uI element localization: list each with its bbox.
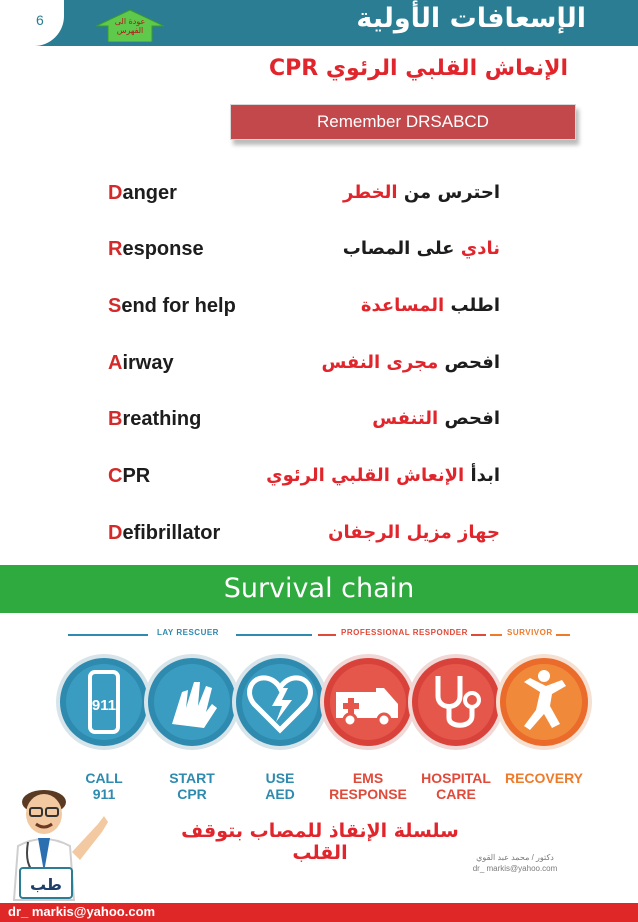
step-english — [108, 465, 150, 488]
step-row — [0, 406, 638, 438]
hands-cpr-icon — [142, 652, 242, 752]
lay-rescuer-line-right — [236, 634, 312, 636]
step-arabic — [328, 522, 500, 543]
lay-rescuer-header: LAY RESCUER — [154, 628, 222, 637]
step-row — [0, 520, 638, 552]
phone-911-icon — [54, 652, 154, 752]
step-initial: C — [108, 465, 123, 487]
chain-step-line1: CALL — [85, 770, 123, 786]
survival-chain-graphic — [60, 624, 584, 824]
step-word-rest: esponse — [122, 238, 204, 260]
page-title: الإسعافات الأولية — [356, 3, 586, 34]
step-english — [108, 522, 220, 545]
chain-step-line1: RECOVERY — [504, 770, 584, 786]
running-person-icon — [494, 652, 594, 752]
step-row — [0, 236, 638, 268]
chain-step-line1: USE — [265, 770, 295, 786]
chain-step-line2: CPR — [177, 786, 207, 802]
step-arabic — [361, 295, 500, 316]
step-word-rest: anger — [122, 182, 177, 204]
chain-step-label — [235, 770, 325, 802]
step-row — [0, 180, 638, 212]
page-footer — [0, 903, 638, 922]
step-arabic-highlight: جهاز مزيل الرجفان — [328, 522, 500, 543]
step-word-rest: end for help — [121, 295, 236, 317]
step-arabic-highlight: الإنعاش القلبي الرئوي — [266, 465, 465, 486]
pro-line-left — [318, 634, 336, 636]
doctor-logo-text: طب — [29, 875, 63, 894]
chain-step-line2: 911 — [92, 786, 116, 802]
step-initial: B — [108, 408, 123, 430]
stethoscope-icon — [406, 652, 506, 752]
chain-step-line2: AED — [265, 786, 295, 802]
heart-bolt-icon — [230, 652, 330, 752]
professional-responder-header: PROFESSIONAL RESPONDER — [338, 628, 471, 637]
chain-step-line2: RESPONSE — [329, 786, 407, 802]
author-name: دكتور / محمد عبد القوي — [476, 853, 554, 862]
chain-step-label — [147, 770, 237, 802]
step-word-rest: efibrillator — [122, 522, 221, 544]
survivor-line-left — [490, 634, 502, 636]
survival-chain-title: Survival chain — [223, 573, 415, 604]
step-arabic-plain: افحص — [438, 352, 500, 373]
svg-text:911: 911 — [91, 697, 117, 714]
footer-email[interactable]: dr_ markis@yahoo.com — [8, 904, 156, 919]
step-arabic-plain: على المصاب — [342, 238, 461, 259]
step-arabic-plain: افحص — [438, 408, 500, 429]
step-arabic-highlight: نادي — [460, 238, 500, 259]
chain-step-label — [323, 770, 413, 802]
step-english — [108, 238, 204, 261]
step-arabic-plain: اطلب — [444, 295, 500, 316]
step-arabic-highlight: الخطر — [342, 182, 398, 203]
page-number-tab — [0, 0, 64, 46]
step-initial: S — [108, 295, 122, 317]
step-arabic-plain: ابدأ — [464, 465, 500, 486]
back-button-label: عودة الى الفهرس — [114, 17, 146, 35]
survivor-header: SURVIVOR — [504, 628, 556, 637]
chain-caption-arabic: سلسلة الإنقاذ للمصاب بتوقف القلب — [181, 820, 459, 864]
author-credit — [460, 852, 570, 874]
step-arabic — [343, 238, 500, 259]
step-english — [108, 408, 201, 431]
step-english — [108, 182, 177, 205]
chain-step-line1: EMS — [352, 770, 384, 786]
survival-chain-band — [0, 565, 638, 613]
step-row — [0, 293, 638, 325]
step-row — [0, 350, 638, 382]
ambulance-icon — [318, 652, 418, 752]
step-arabic — [266, 465, 500, 486]
step-row — [0, 463, 638, 495]
step-arabic — [372, 408, 500, 429]
survivor-line-right — [556, 634, 570, 636]
step-initial: R — [108, 238, 123, 260]
step-english — [108, 295, 236, 318]
step-initial: D — [108, 182, 123, 204]
chain-step-line1: START — [169, 770, 215, 786]
step-arabic-highlight: مجرى النفس — [321, 352, 439, 373]
step-word-rest: irway — [122, 352, 174, 374]
step-word-rest: reathing — [122, 408, 202, 430]
step-initial: D — [108, 522, 123, 544]
step-english — [108, 352, 174, 375]
chain-step-label — [411, 770, 501, 802]
page-number: 6 — [36, 12, 44, 28]
lay-rescuer-line-left — [68, 634, 148, 636]
doctor-cartoon-icon — [6, 782, 116, 902]
page-header — [0, 0, 638, 46]
mnemonic-text: Remember DRSABCD — [317, 112, 489, 131]
chain-step-line2: CARE — [436, 786, 476, 802]
back-to-index-button[interactable] — [96, 10, 164, 42]
section-title: الإنعاش القلبي الرئوي CPR — [269, 56, 568, 81]
step-initial: A — [108, 352, 123, 374]
step-word-rest: PR — [122, 465, 151, 487]
step-arabic — [343, 182, 500, 203]
mnemonic-box — [230, 104, 576, 140]
chain-step-line1: HOSPITAL — [421, 770, 491, 786]
chain-step-label — [499, 770, 589, 786]
step-arabic — [321, 352, 500, 373]
step-arabic-highlight: التنفس — [372, 408, 439, 429]
author-email: dr_ markis@yahoo.com — [472, 864, 558, 873]
step-arabic-plain: احترس من — [397, 182, 500, 203]
step-arabic-highlight: المساعدة — [360, 295, 445, 316]
